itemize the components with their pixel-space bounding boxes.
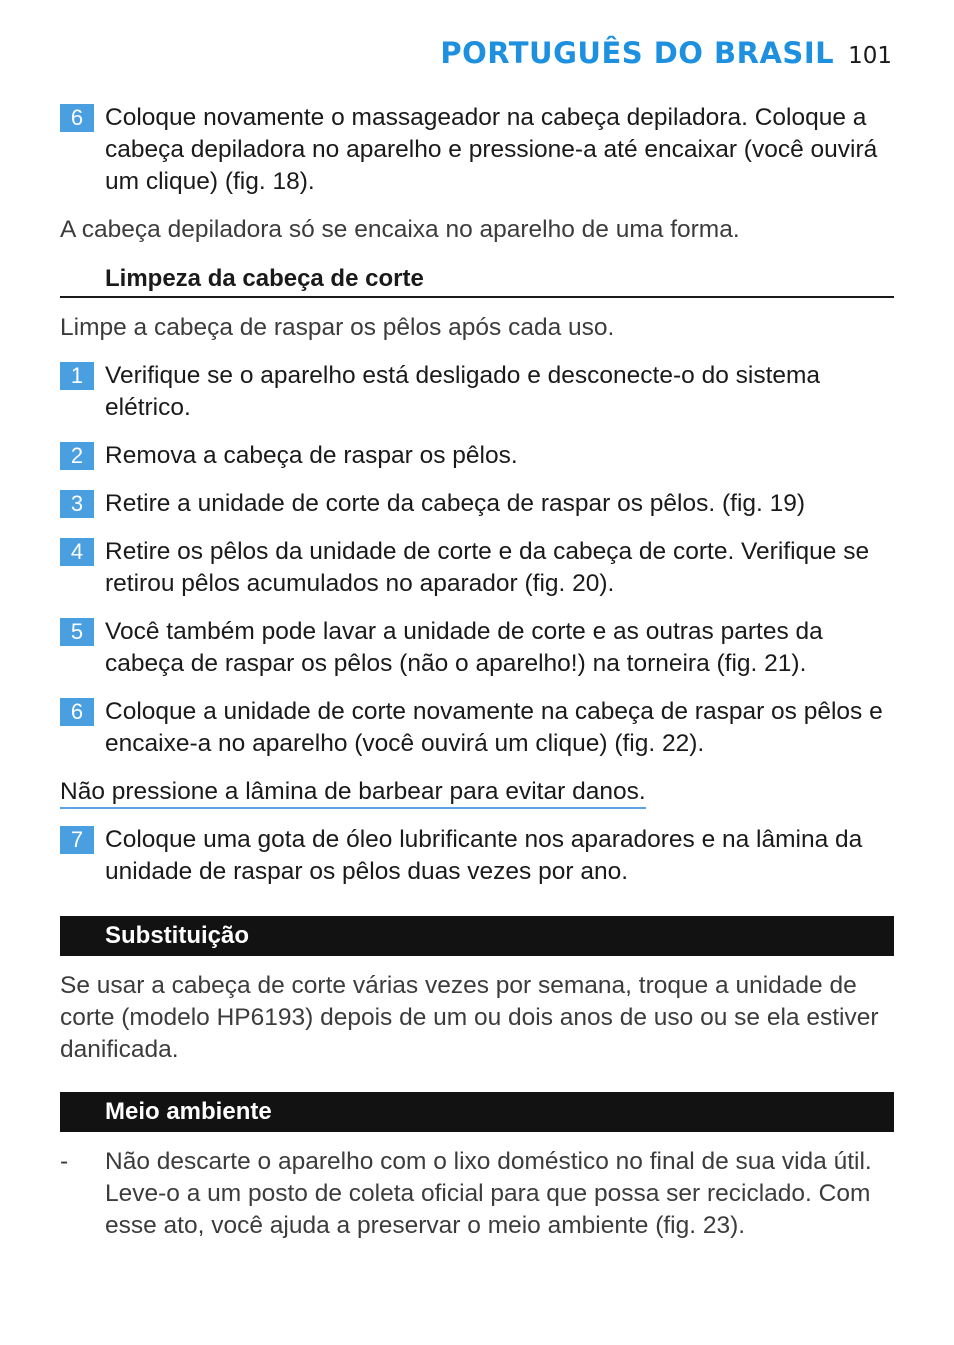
step-item [60,616,894,680]
section-heading-cleaning: Limpeza da cabeça de corte [60,264,894,298]
section-intro: Limpe a cabeça de raspar os pêlos após cada uso. [60,314,615,341]
step-item [60,696,894,760]
warning-text: Não pressione a lâmina de barbear para evitar danos. [60,778,646,809]
bullet-item [60,1146,894,1242]
section-bar-replacement: Substituição [60,916,894,956]
replacement-text: Se usar a cabeça de corte várias vezes por semana, troque a unidade de corte (modelo HP6193) depois de um ou dois anos de uso ou se ela estiver danificada. [60,972,879,1063]
language-title: PORTUGUÊS DO BRASIL [440,36,835,70]
step-text: Coloque a unidade de corte novamente na cabeça de raspar os pêlos e encaixe-a no aparelho (você ouvirá um clique) (fig. 22). [105,698,883,757]
step-number-badge: 6 [60,104,94,132]
step-item [60,488,894,520]
step-text: Retire a unidade de corte da cabeça de raspar os pêlos. (fig. 19) [105,490,806,517]
bullet-dash: - [60,1148,69,1175]
step-number-badge: 2 [60,442,94,470]
step-text: Remova a cabeça de raspar os pêlos. [105,442,518,469]
step-number-badge: 6 [60,698,94,726]
bullet-text: Não descarte o aparelho com o lixo doméstico no final de sua vida útil. Leve-o a um posto de coleta oficial para que possa ser reciclado. Com esse ato, você ajuda a preservar o meio ambiente (fig. 23). [105,1148,872,1239]
step-number-badge: 7 [60,826,94,854]
page-number: 101 [848,43,892,69]
page-content [60,102,894,1242]
step-text: Verifique se o aparelho está desligado e desconecte-o do sistema elétrico. [105,362,821,421]
section-bar-environment: Meio ambiente [60,1092,894,1132]
step-number-badge: 4 [60,538,94,566]
page-header [440,36,892,70]
step-item [60,536,894,600]
step-number-badge: 5 [60,618,94,646]
step-number-badge: 1 [60,362,94,390]
step-item [60,440,894,472]
step-text: Coloque novamente o massageador na cabeça depiladora. Coloque a cabeça depiladora no aparelho e pressione-a até encaixar (você ouvirá um clique) (fig. 18). [105,104,878,195]
note-text: A cabeça depiladora só se encaixa no aparelho de uma forma. [60,216,740,243]
step-text: Retire os pêlos da unidade de corte e da cabeça de corte. Verifique se retirou pêlos acumulados no aparador (fig. 20). [105,538,870,597]
step-number-badge: 3 [60,490,94,518]
step-item [60,360,894,424]
warning-note [60,776,894,808]
step-text: Você também pode lavar a unidade de corte e as outras partes da cabeça de raspar os pêlos (não o aparelho!) na torneira (fig. 21). [105,618,823,677]
step-text: Coloque uma gota de óleo lubrificante nos aparadores e na lâmina da unidade de raspar os pêlos duas vezes por ano. [105,826,863,885]
step-item [60,102,894,198]
step-item [60,824,894,888]
